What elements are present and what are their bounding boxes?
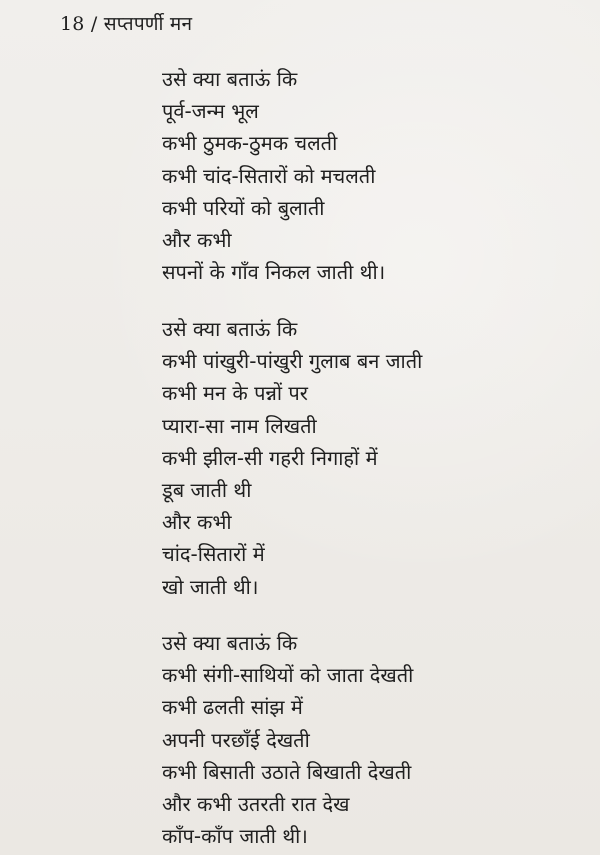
poem-line: खो जाती थी। [162, 574, 259, 599]
poem-line: कभी पांखुरी-पांखुरी गुलाब बन जाती [162, 349, 423, 374]
page-header [60, 12, 192, 36]
poem-line: डूब जाती थी [162, 478, 252, 503]
poem-line: उसे क्या बताऊं कि [162, 317, 298, 341]
poem-line: कभी बिसाती उठाते बिखाती देखती [162, 759, 412, 784]
poem-line: चांद-सितारों में [162, 542, 265, 567]
poem-line: काँप-काँप जाती थी। [162, 824, 308, 849]
poem-line: कभी परियों को बुलाती [162, 195, 325, 220]
poem-stanza-3 [162, 627, 562, 852]
book-title: सप्तपर्णी मन [103, 13, 193, 35]
poem-line: और कभी उतरती रात देख [162, 792, 350, 817]
poem-line: अपनी परछाँई देखती [162, 727, 310, 752]
page-number: 18 [60, 13, 85, 35]
poem-stanza-2 [162, 313, 562, 603]
poem-line: उसे क्या बताऊं कि [162, 67, 298, 91]
header-separator: / [90, 13, 98, 35]
poem-line: कभी ठुमक-ठुमक चलती [162, 131, 338, 156]
poem-line: सपनों के गाँव निकल जाती थी। [162, 260, 386, 285]
poem-line: पूर्व-जन्म भूल [162, 99, 259, 124]
poem-line: और कभी [162, 510, 232, 535]
poem-line: कभी झील-सी गहरी निगाहों में [162, 445, 378, 470]
poem-line: कभी मन के पन्नों पर [162, 381, 308, 406]
poem-line: कभी ढलती सांझ में [162, 695, 303, 720]
poem-line: प्यारा-सा नाम लिखती [162, 413, 317, 438]
poem-line: कभी चांद-सितारों को मचलती [162, 163, 376, 188]
poem-line: कभी संगी-साथियों को जाता देखती [162, 663, 414, 688]
poem-stanza-1 [162, 63, 562, 288]
poem-line: और कभी [162, 228, 232, 253]
poem-line: उसे क्या बताऊं कि [162, 631, 298, 655]
